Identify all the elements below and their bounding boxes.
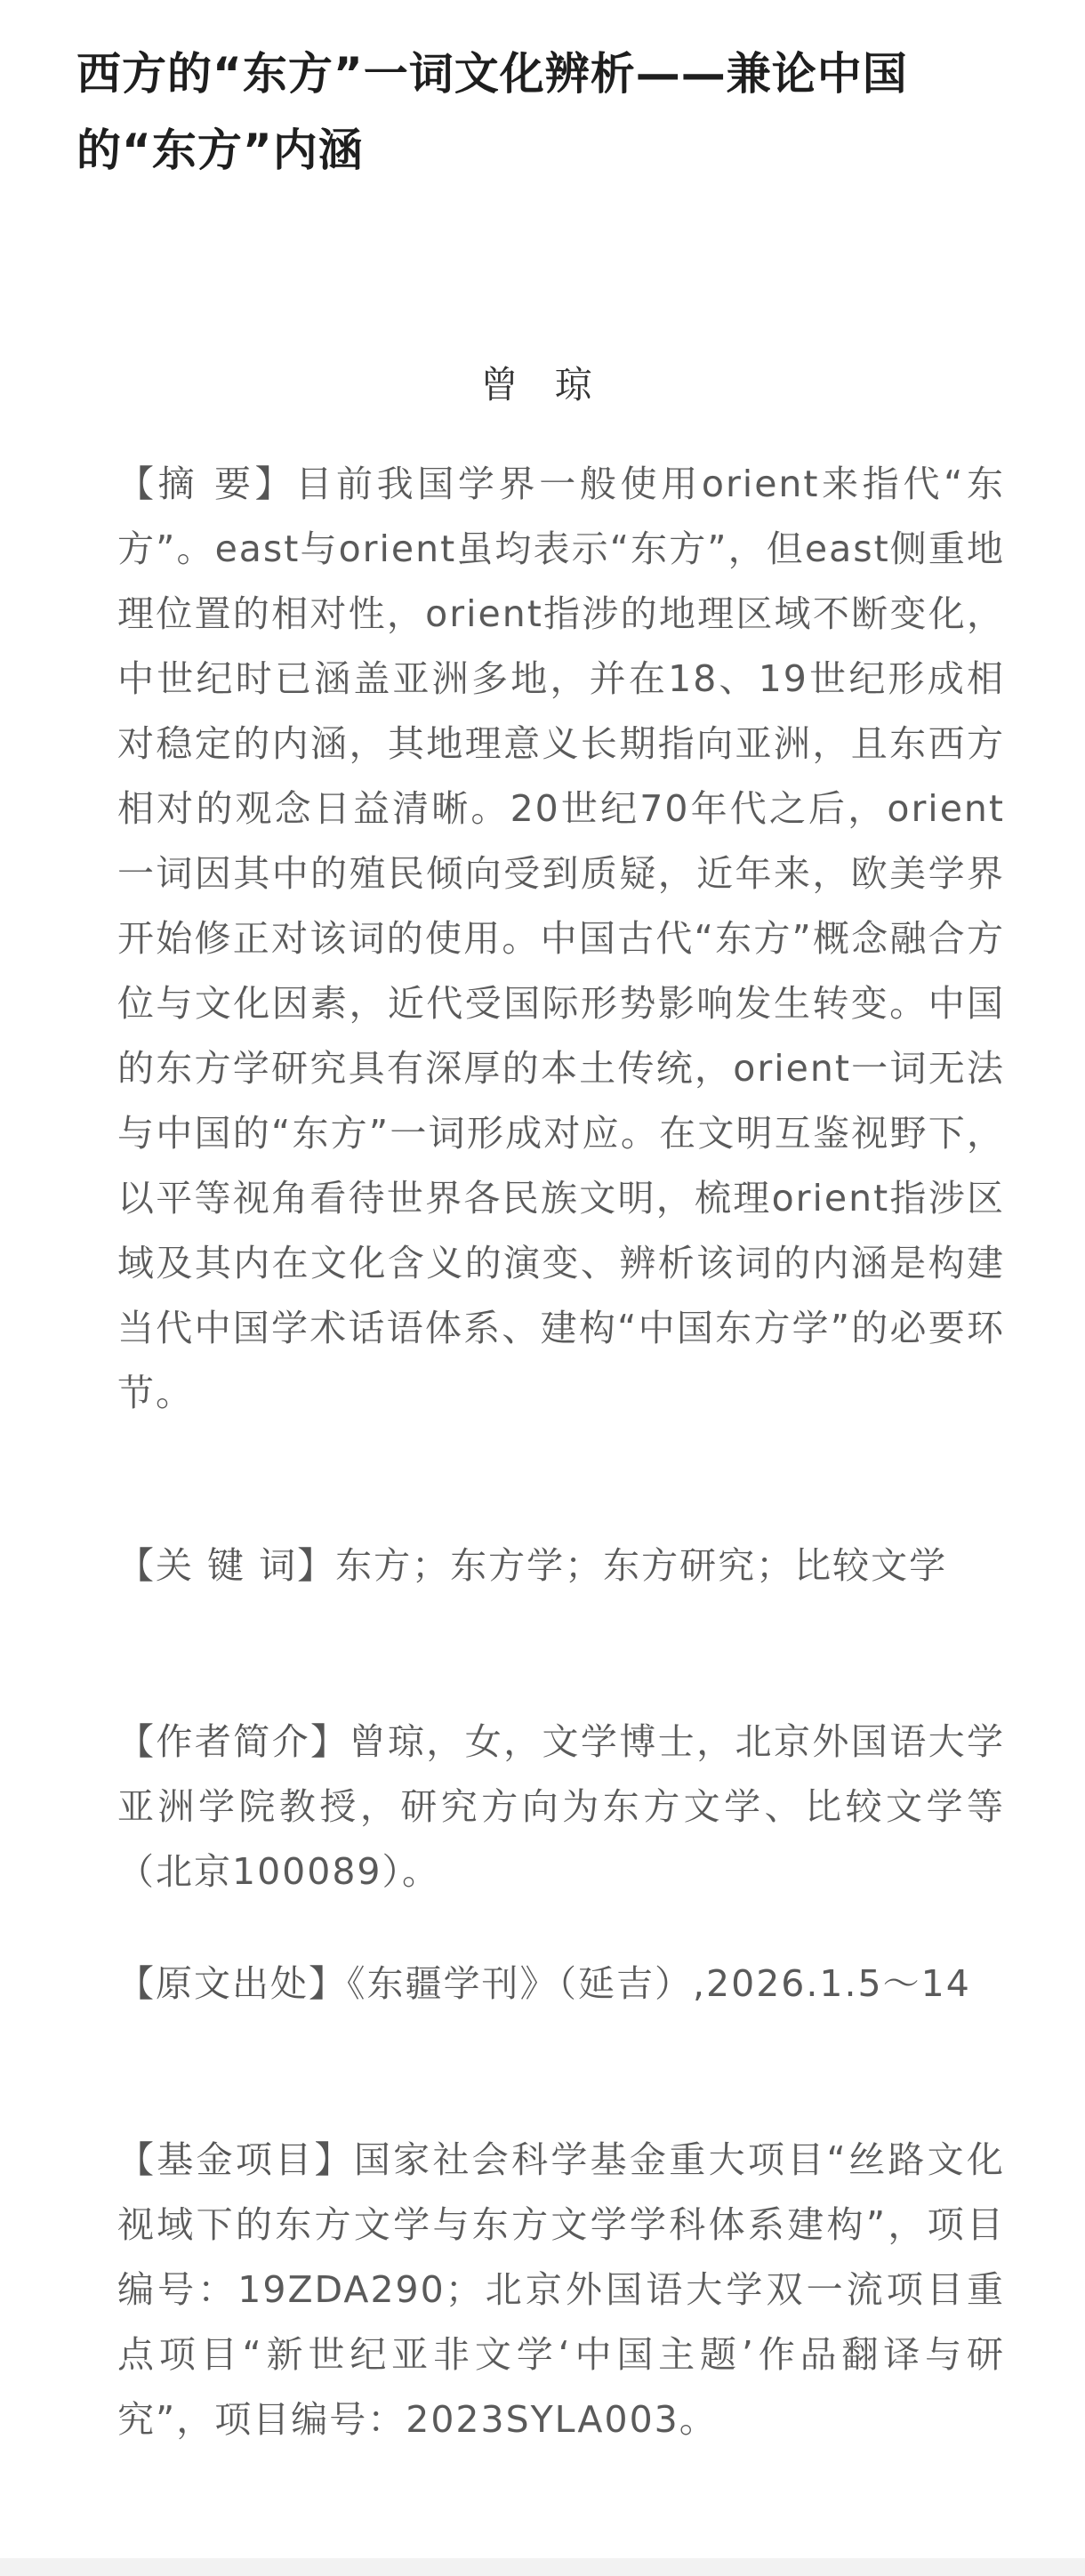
bottom-divider [0, 2558, 1085, 2576]
keywords-text: 东方；东方学；东方研究；比较文学 [335, 1544, 948, 1587]
article-title: 西方的“东方”一词文化辨析——兼论中国的“东方”内涵 [76, 48, 908, 176]
abstract-paragraph [117, 452, 1005, 1426]
fund-paragraph [117, 2128, 1005, 2452]
source-label: 【原文出处】 [117, 1962, 347, 2005]
author-name: 曾 琼 [480, 363, 605, 407]
source-paragraph [117, 1952, 1005, 2017]
author-bio-text: 曾琼，女，文学博士，北京外国语大学亚洲学院教授，研究方向为东方文学、比较文学等（北京100089）。 [117, 1720, 1006, 1893]
author-bio-paragraph [117, 1710, 1005, 1904]
author-bio-label: 【作者简介】 [117, 1720, 350, 1763]
fund-text: 国家社会科学基金重大项目“丝路文化视域下的东方文学与东方文学学科体系建构”，项目编号：19ZDA290；北京外国语大学双一流项目重点项目“新世纪亚非文学‘中国主题’作品翻译与研究”，项目编号：2023SYLA003。 [117, 2138, 1005, 2441]
abstract-label: 【摘 要】 [117, 463, 296, 505]
abstract-text: 目前我国学界一般使用orient来指代“东方”。east与orient虽均表示“东方”，但east侧重地理位置的相对性，orient指涉的地理区域不断变化，中世纪时已涵盖亚洲多地，并在18、19世纪形成相对稳定的内涵，其地理意义长期指向亚洲，且东西方相对的观念日益清晰。20世纪70年代之后，orient一词因其中的殖民倾向受到质疑，近年来，欧美学界开始修正对该词的使用。中国古代“东方”概念融合方位与文化因素，近代受国际形势影响发生转变。中国的东方学研究具有深厚的本土传统，orient一词无法与中国的“东方”一词形成对应。在文明互鉴视野下，以平等视角看待世界各民族文明，梳理orient指涉区域及其内在文化含义的演变、辨析该词的内涵是构建当代中国学术话语体系、建构“中国东方学”的必要环节。 [117, 463, 1005, 1414]
keywords-paragraph [117, 1534, 1005, 1598]
keywords-label: 【关 键 词】 [117, 1544, 336, 1587]
fund-label: 【基金项目】 [117, 2138, 354, 2181]
source-text: 《东疆学刊》（延吉）,2026.1.5～14 [347, 1962, 971, 2005]
